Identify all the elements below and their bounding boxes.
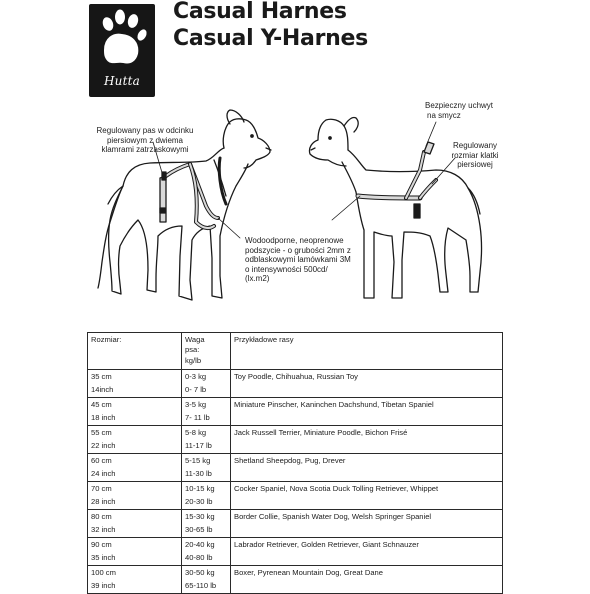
annotation-left-strap: Regulowany pas w odcinku piersiowym z dwiema klamrami zatrzaskowymi	[96, 126, 194, 155]
annotation-padding: Wodoodporne, neoprenowe podszycie - o grubości 2mm z odblaskowymi lamówkami 3M o intensywności 500cd/ (lx.m2)	[245, 236, 351, 284]
table-row	[88, 566, 503, 594]
page-title: Casual Harnes	[173, 0, 347, 24]
breeds-cell: Toy Poodle, Chihuahua, Russian Toy	[231, 370, 503, 398]
breeds-cell: Labrador Retriever, Golden Retriever, Giant Schnauzer	[231, 538, 503, 566]
breeds-cell: Boxer, Pyrenean Mountain Dog, Great Dane	[231, 566, 503, 594]
weight-cell: 3-5 kg 7- 11 lb	[182, 398, 231, 426]
annotation-leash-holder: Bezpieczny uchwyt na smycz	[425, 101, 494, 120]
page-subtitle: Casual Y-Harnes	[173, 26, 368, 51]
weight-header: Waga psa: kg/lb	[182, 333, 231, 370]
breeds-cell: Miniature Pinscher, Kaninchen Dachshund, Tibetan Spaniel	[231, 398, 503, 426]
breeds-cell: Shetland Sheepdog, Pug, Drever	[231, 454, 503, 482]
weight-cell: 20-40 kg 40-80 lb	[182, 538, 231, 566]
breeds-cell: Cocker Spaniel, Nova Scotia Duck Tolling Retriever, Whippet	[231, 482, 503, 510]
size-cell: 90 cm 35 inch	[88, 538, 182, 566]
table-row	[88, 454, 503, 482]
dog-right-illustration	[309, 117, 481, 298]
breeds-cell: Border Collie, Spanish Water Dog, Welsh Springer Spaniel	[231, 510, 503, 538]
table-row	[88, 426, 503, 454]
table-row	[88, 510, 503, 538]
annotation-chest-size: Regulowany rozmiar klatki piersiowej	[451, 141, 499, 170]
size-table	[87, 332, 503, 594]
size-header: Rozmiar:	[88, 333, 182, 370]
breeds-header: Przykładowe rasy	[231, 333, 503, 370]
size-cell: 80 cm 32 inch	[88, 510, 182, 538]
weight-cell: 30-50 kg 65-110 lb	[182, 566, 231, 594]
brand-name: Hutta	[104, 74, 140, 88]
breeds-cell: Jack Russell Terrier, Miniature Poodle, Bichon Frisé	[231, 426, 503, 454]
table-row	[88, 398, 503, 426]
dog-left-illustration	[98, 110, 271, 300]
weight-cell: 5-8 kg 11-17 lb	[182, 426, 231, 454]
table-row	[88, 538, 503, 566]
size-cell: 60 cm 24 inch	[88, 454, 182, 482]
size-cell: 35 cm 14inch	[88, 370, 182, 398]
brand-logo	[89, 4, 155, 97]
size-cell: 45 cm 18 inch	[88, 398, 182, 426]
size-cell: 100 cm 39 inch	[88, 566, 182, 594]
weight-cell: 15-30 kg 30-65 lb	[182, 510, 231, 538]
dog-illustrations	[0, 90, 590, 305]
table-header-row	[88, 333, 503, 370]
weight-cell: 5-15 kg 11-30 lb	[182, 454, 231, 482]
weight-cell: 0-3 kg 0- 7 lb	[182, 370, 231, 398]
size-cell: 55 cm 22 inch	[88, 426, 182, 454]
table-row	[88, 370, 503, 398]
table-row	[88, 482, 503, 510]
size-cell: 70 cm 28 inch	[88, 482, 182, 510]
weight-cell: 10-15 kg 20-30 lb	[182, 482, 231, 510]
